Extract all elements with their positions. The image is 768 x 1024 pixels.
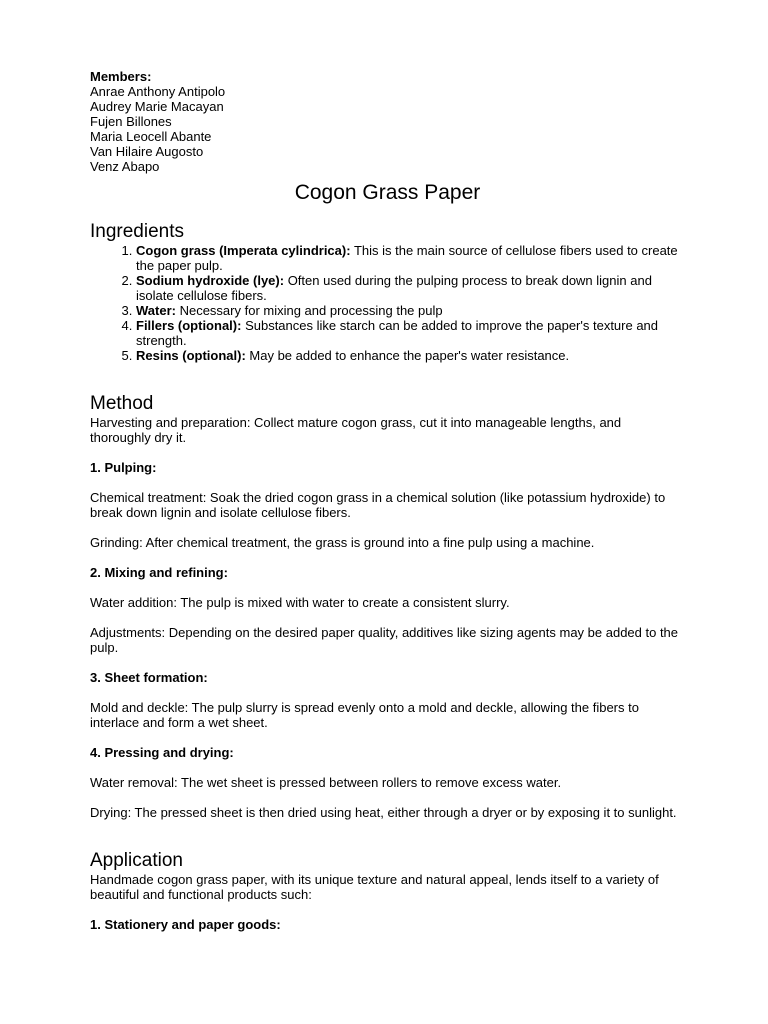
step-title: 1. Stationery and paper goods: <box>90 917 281 932</box>
members-list <box>90 84 685 174</box>
ingredient-text: May be added to enhance the paper's water resistance. <box>245 348 570 363</box>
member-name: Anrae Anthony Antipolo <box>90 84 226 99</box>
ingredient-text: Necessary for mixing and processing the pulp <box>175 303 443 318</box>
step-title: 2. Mixing and refining: <box>90 565 228 580</box>
member-name: Maria Leocell Abante <box>90 129 212 144</box>
step-paragraph: Water addition: The pulp is mixed with water to create a consistent slurry. <box>90 595 510 610</box>
step-paragraph: Water removal: The wet sheet is pressed between rollers to remove excess water. <box>90 775 562 790</box>
ingredient-term: Resins (optional): <box>136 348 246 363</box>
ingredient-item <box>136 318 685 348</box>
step-title: 3. Sheet formation: <box>90 670 208 685</box>
step-title: 4. Pressing and drying: <box>90 745 234 760</box>
document-title: Cogon Grass Paper <box>294 181 481 204</box>
application-intro: Handmade cogon grass paper, with its unique texture and natural appeal, lends itself to a variety of beautiful and functional products such: <box>90 872 659 902</box>
ingredient-text: This is the main source of cellulose fibers used to create the paper pulp. <box>136 243 678 273</box>
ingredients-list <box>90 243 685 363</box>
step-title: 1. Pulping: <box>90 460 157 475</box>
application-heading: Application <box>90 850 183 871</box>
ingredient-item <box>136 243 685 273</box>
ingredient-text: Often used during the pulping process to break down lignin and isolate cellulose fibers. <box>136 273 652 303</box>
step-paragraph: Grinding: After chemical treatment, the grass is ground into a fine pulp using a machine. <box>90 535 595 550</box>
ingredients-heading: Ingredients <box>90 221 185 242</box>
member-name: Van Hilaire Augosto <box>90 144 204 159</box>
ingredient-term: Cogon grass (Imperata cylindrica): <box>136 243 351 258</box>
members-label: Members: <box>90 69 152 84</box>
ingredient-term: Sodium hydroxide (lye): <box>136 273 285 288</box>
step-paragraph: Drying: The pressed sheet is then dried using heat, either through a dryer or by exposing it to sunlight. <box>90 805 677 820</box>
member-name: Audrey Marie Macayan <box>90 99 224 114</box>
method-heading: Method <box>90 393 154 414</box>
member-name: Venz Abapo <box>90 159 160 174</box>
member-name: Fujen Billones <box>90 114 172 129</box>
step-paragraph: Adjustments: Depending on the desired paper quality, additives like sizing agents may be added to the pulp. <box>90 625 679 655</box>
ingredient-text: Substances like starch can be added to improve the paper's texture and strength. <box>136 318 659 348</box>
step-paragraph: Mold and deckle: The pulp slurry is spread evenly onto a mold and deckle, allowing the fibers to interlace and form a wet sheet. <box>90 700 639 730</box>
step-paragraph: Chemical treatment: Soak the dried cogon grass in a chemical solution (like potassium hydroxide) to break down lignin and isolate cellulose fibers. <box>90 490 666 520</box>
ingredient-term: Water: <box>136 303 176 318</box>
ingredient-term: Fillers (optional): <box>136 318 242 333</box>
method-intro: Harvesting and preparation: Collect mature cogon grass, cut it into manageable lengths, and thoroughly dry it. <box>90 415 622 445</box>
ingredient-item <box>136 303 685 318</box>
ingredient-item <box>136 348 685 363</box>
document-body <box>90 69 685 932</box>
ingredient-item <box>136 273 685 303</box>
